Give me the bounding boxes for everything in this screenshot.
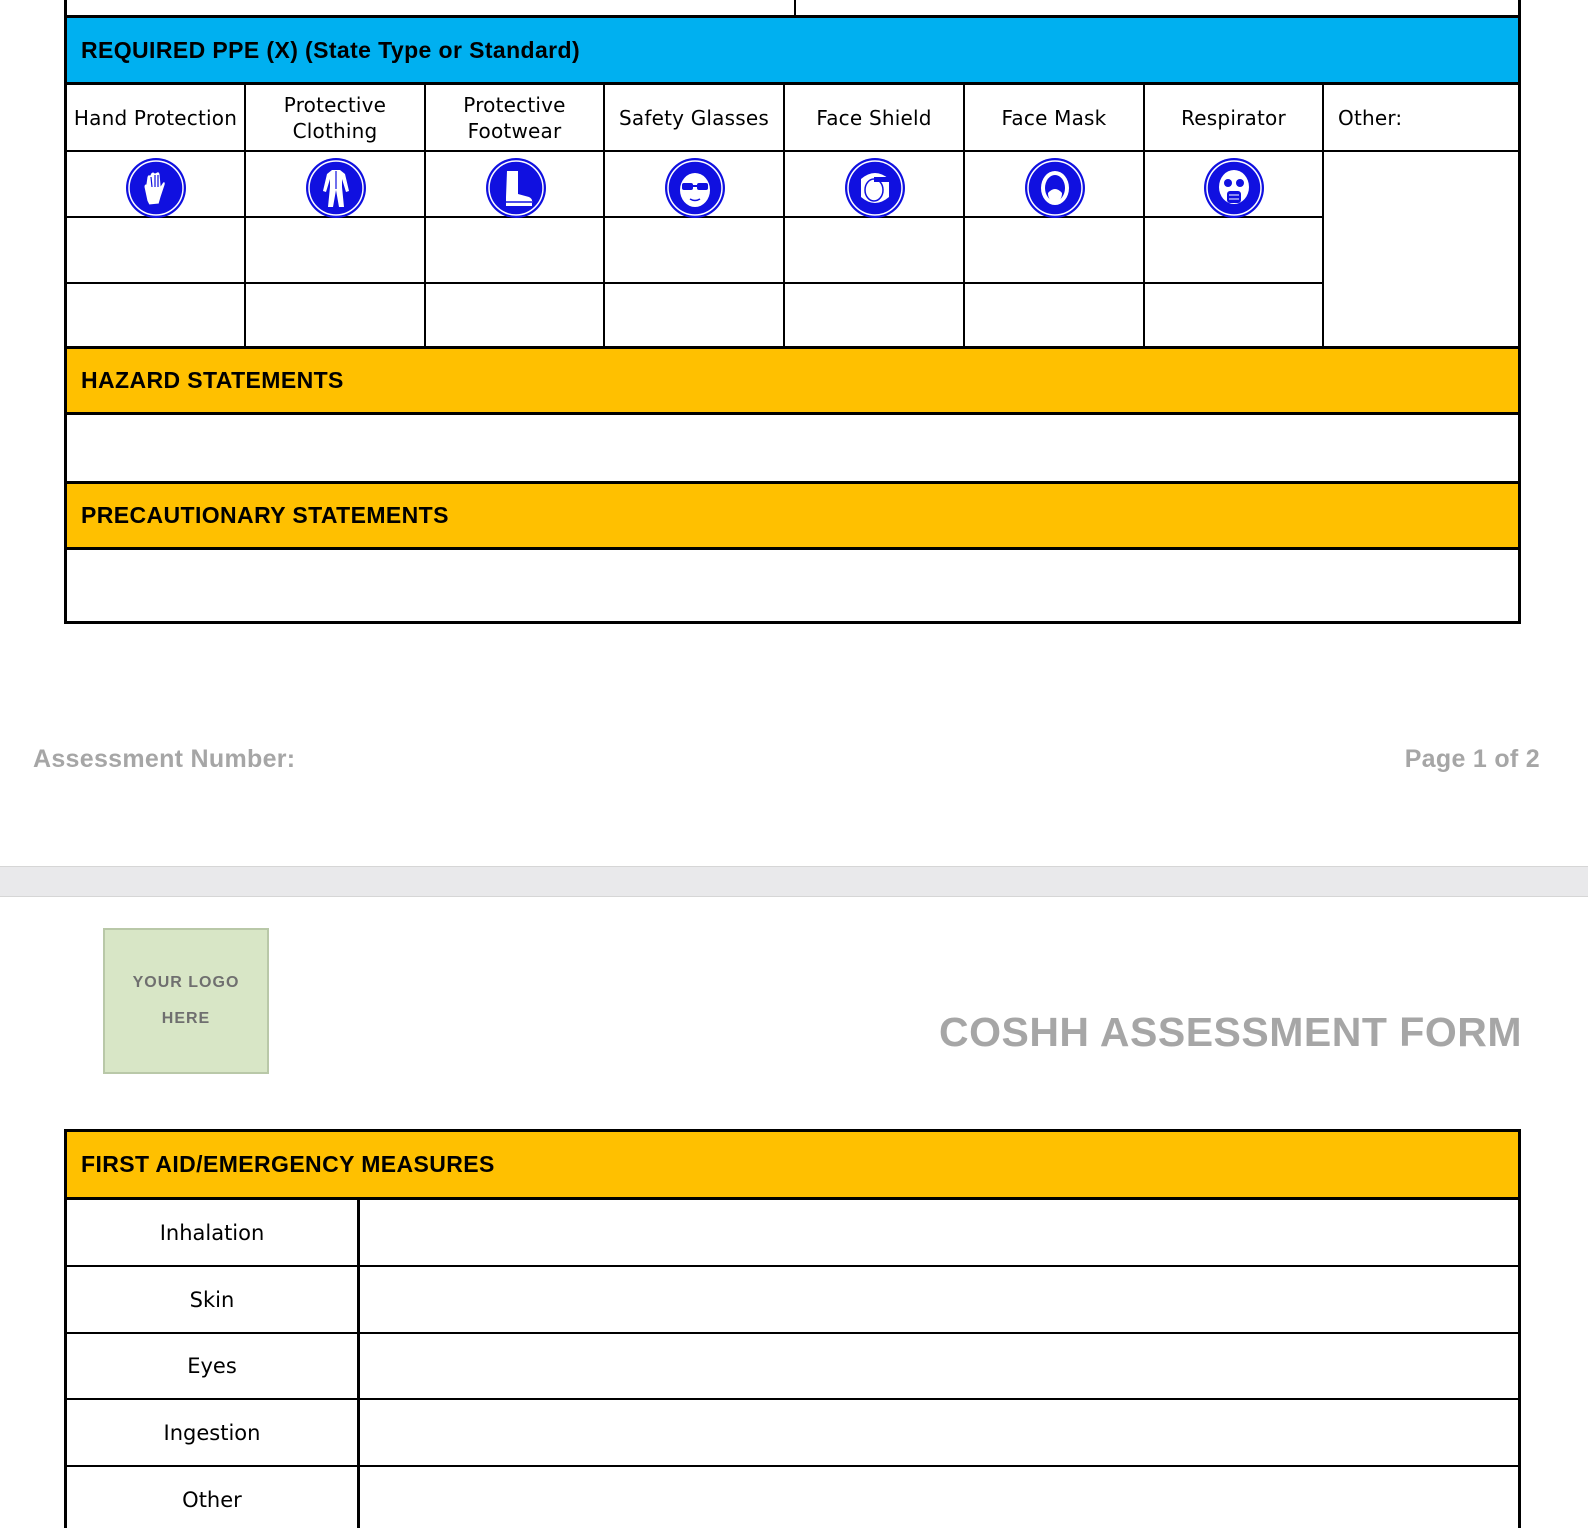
gloves-icon <box>125 157 187 219</box>
grid-hline <box>67 282 1324 284</box>
previous-table-divider <box>794 0 796 16</box>
face-shield-icon <box>844 157 906 219</box>
ppe-label-other: Other: <box>1338 106 1403 130</box>
logo-text-line-2: HERE <box>161 1010 211 1027</box>
page-number: Page 1 of 2 <box>1404 745 1540 773</box>
first-aid-header: FIRST AID/EMERGENCY MEASURES <box>67 1129 1518 1200</box>
respirator-icon <box>1203 157 1265 219</box>
face-mask-icon <box>1024 157 1086 219</box>
ppe-grid <box>67 85 1518 349</box>
ppe-label-face-shield: Face Shield <box>816 106 932 130</box>
first-aid-column-divider <box>357 1200 360 1528</box>
ppe-label-respirator: Respirator <box>1181 106 1286 130</box>
previous-table-stub <box>64 0 1521 16</box>
safety-glasses-icon <box>664 157 726 219</box>
logo-placeholder <box>103 928 269 1074</box>
table-row <box>67 1267 1518 1334</box>
ppe-label-protective-clothing: Protective Clothing <box>283 93 387 143</box>
coverall-icon <box>305 157 367 219</box>
ppe-section-header: REQUIRED PPE (X) (State Type or Standard) <box>67 15 1518 85</box>
precautionary-statements-header: PRECAUTIONARY STATEMENTS <box>67 481 1518 550</box>
boot-icon <box>485 157 547 219</box>
first-aid-row-label: Skin <box>189 1287 235 1312</box>
first-aid-row-label: Inhalation <box>159 1220 265 1245</box>
page-2 <box>0 897 1588 1528</box>
table-row <box>67 1333 1518 1400</box>
first-aid-table <box>64 1129 1521 1528</box>
ppe-label-protective-footwear: Protective Footwear <box>463 93 566 143</box>
first-aid-row-label: Other <box>182 1487 242 1512</box>
document-title: COSHH ASSESSMENT FORM <box>938 1009 1522 1055</box>
table-row <box>67 1200 1518 1267</box>
assessment-number-label: Assessment Number: <box>33 745 296 773</box>
table-row <box>67 1400 1518 1467</box>
table-row <box>67 1466 1518 1528</box>
logo-text-line-1: YOUR LOGO <box>132 974 240 991</box>
ppe-hazard-table <box>64 15 1521 624</box>
page-break <box>0 866 1588 897</box>
ppe-label-safety-glasses: Safety Glasses <box>618 106 769 130</box>
ppe-label-hand-protection: Hand Protection <box>73 106 238 130</box>
hazard-statements-header: HAZARD STATEMENTS <box>67 346 1518 415</box>
first-aid-row-label: Eyes <box>187 1353 237 1378</box>
ppe-label-face-mask: Face Mask <box>1001 106 1107 130</box>
first-aid-row-label: Ingestion <box>163 1420 261 1445</box>
